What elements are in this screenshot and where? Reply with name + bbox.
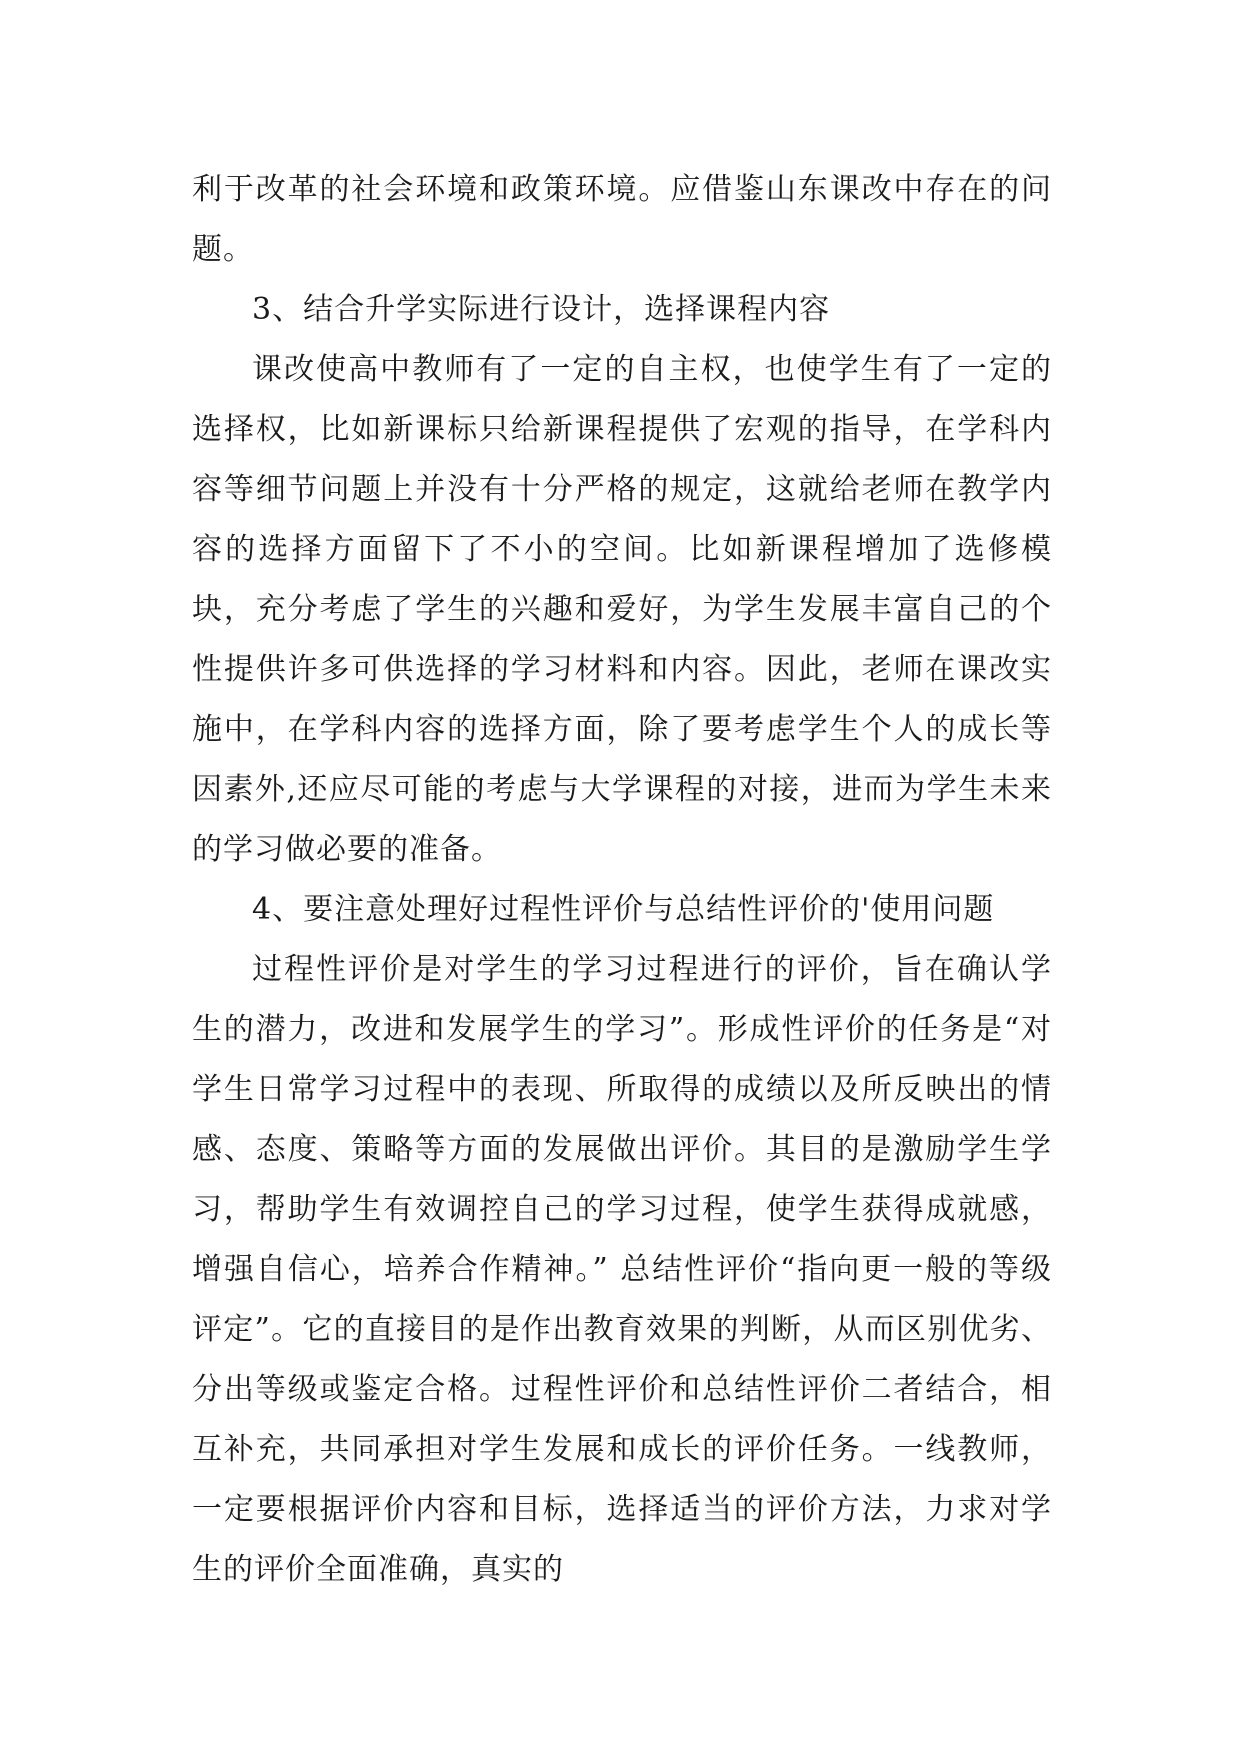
document-body (192, 160, 1052, 1600)
paragraph-evaluation: 过程性评价是对学生的学习过程进行的评价，旨在确认学生的潜力，改进和发展学生的学习”。形成性评价的任务是“对学生日常学习过程中的表现、所取得的成绩以及所反映出的情感、态度、策略等方面的发展做出评价。其目的是激励学生学习，帮助学生有效调控自己的学习过程，使学生获得成就感，增强自信心，培养合作精神。” 总结性评价“指向更一般的等级评定”。它的直接目的是作出教育效果的判断，从而区别优劣、分出等级或鉴定合格。过程性评价和总结性评价二者结合，相互补充，共同承担对学生发展和成长的评价任务。一线教师，一定要根据评价内容和目标，选择适当的评价方法，力求对学生的评价全面准确，真实的 (192, 952, 1052, 1587)
section-heading-3: 3、结合升学实际进行设计，选择课程内容 (252, 292, 831, 327)
paragraph-course-content: 课改使高中教师有了一定的自主权，也使学生有了一定的选择权，比如新课标只给新课程提供了宏观的指导，在学科内容等细节问题上并没有十分严格的规定，这就给老师在教学内容的选择方面留下了不小的空间。比如新课程增加了选修模块，充分考虑了学生的兴趣和爱好，为学生发展丰富自己的个性提供许多可供选择的学习材料和内容。因此，老师在课改实施中，在学科内容的选择方面，除了要考虑学生个人的成长等因素外,还应尽可能的考虑与大学课程的对接，进而为学生未来的学习做必要的准备。 (192, 352, 1052, 867)
section-heading-4: 4、要注意处理好过程性评价与总结性评价的'使用问题 (252, 892, 995, 927)
paragraph-continuation: 利于改革的社会环境和政策环境。应借鉴山东课改中存在的问题。 (192, 172, 1052, 267)
